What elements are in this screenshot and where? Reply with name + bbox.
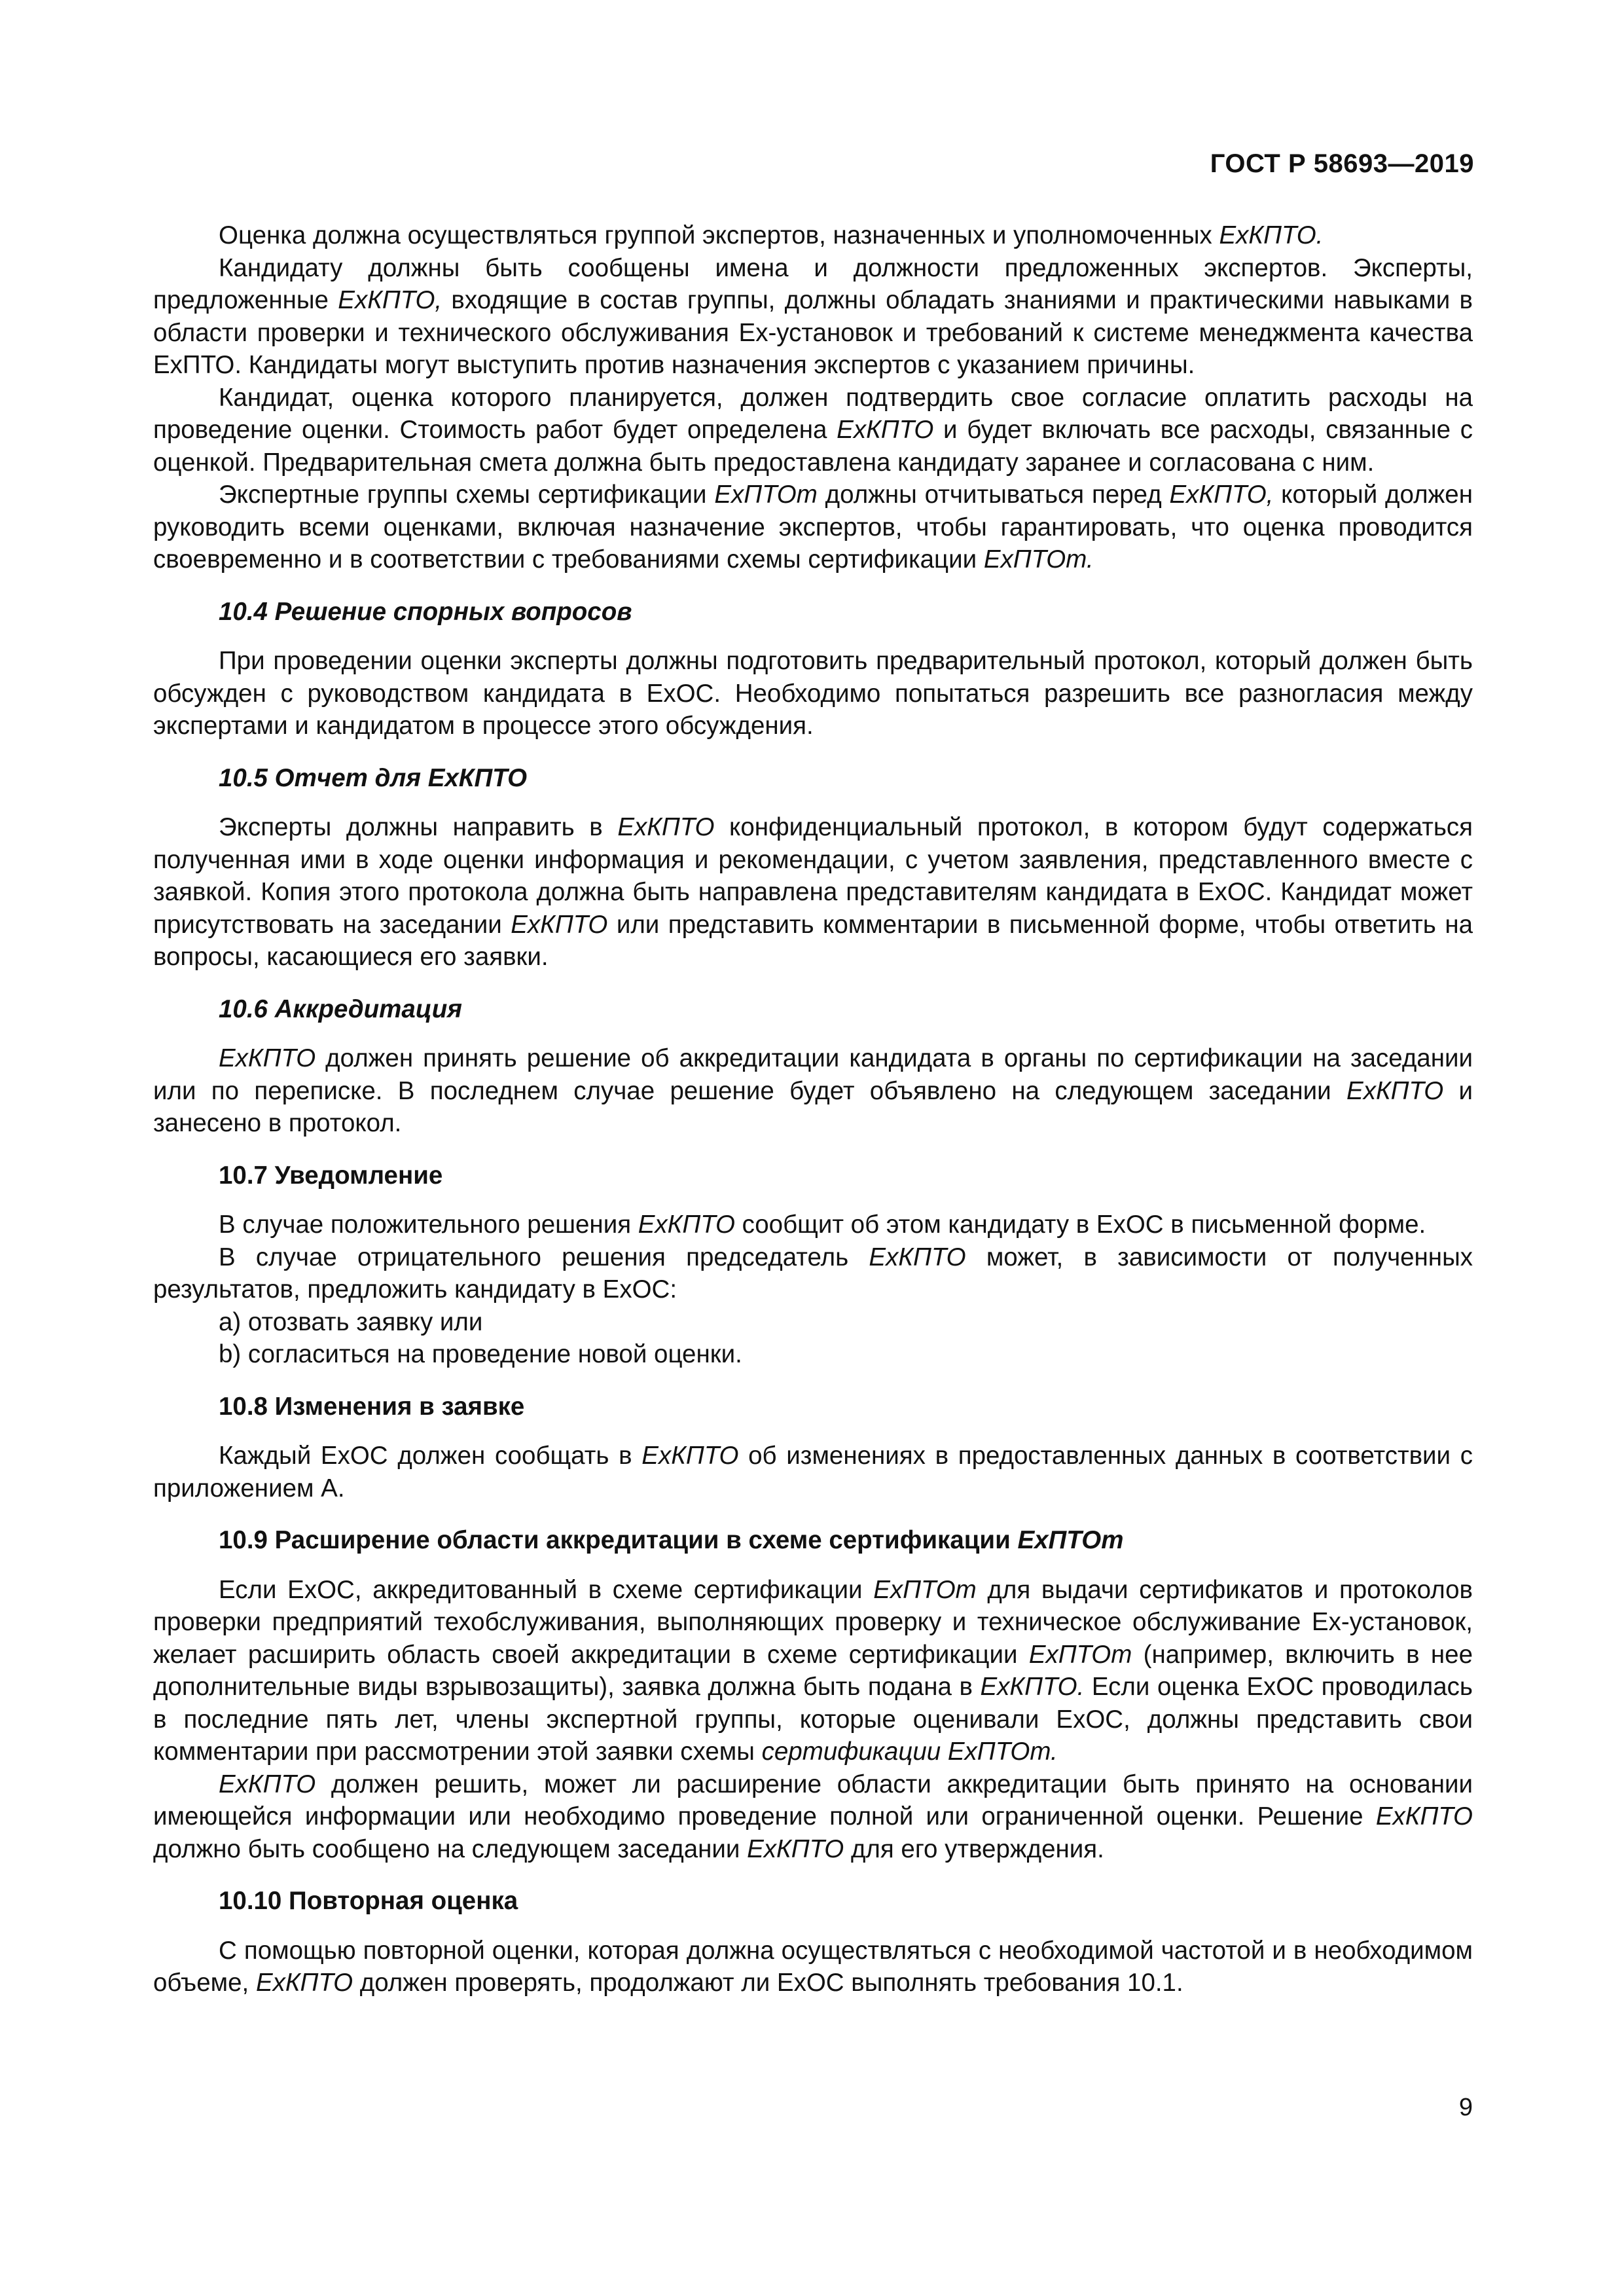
list-item: b) согласиться на проведение новой оценки. xyxy=(219,1340,742,1368)
section-heading-10-10: 10.10 Повторная оценка xyxy=(219,1887,518,1915)
text-run: об изменениях в предоставленных данных в соответствии с приложением А. xyxy=(153,1442,1473,1503)
italic-text-run: ЕхКПТО xyxy=(255,1969,353,1997)
text-run: должен проверять, продолжают ли ЕхОС выполнять требования 10.1. xyxy=(353,1969,1183,1997)
italic-text-run: ЕхКПТО. xyxy=(980,1673,1085,1701)
text-run: Экспертные группы схемы сертификации xyxy=(219,481,715,509)
italic-text-run: ЕхКПТО xyxy=(219,1770,316,1798)
paragraph xyxy=(153,1209,1473,1241)
text-run: Оценка должна осуществляться группой экспертов, назначенных и уполномоченных xyxy=(219,221,1219,249)
text-run: для выдачи сертификатов и протоколов проверки предприятий техобслуживания, выполняющих проверку и техническое обслуживание Ех-установок, желает расширить область своей аккредитации в схеме сертификации xyxy=(153,1575,1473,1669)
list-item: a) отозвать заявку или xyxy=(219,1307,483,1336)
italic-text-run: ЕхКПТО xyxy=(641,1442,739,1470)
italic-text-run: ЕхПТОт xyxy=(714,481,818,509)
italic-text-run: ЕхКПТО xyxy=(511,910,608,939)
text-run: и будет включать все расходы, связанные с оценкой. Предварительная смета должна быть предоставлена кандидату заранее и согласована с ним. xyxy=(153,416,1473,477)
text-run: конфиденциальный протокол, в котором будут содержаться полученная ими в ходе оценки информация и рекомендации, с учетом заявления, представленного вместе с заявкой. Копия этого протокола должна быть направлена представителям кандидата в ЕхОС. Кандидат может присутствовать на заседании xyxy=(153,813,1473,939)
text-run: должно быть сообщено на следующем заседании xyxy=(153,1834,748,1863)
italic-text-run: ЕхКПТО. xyxy=(1219,221,1324,249)
italic-text-run: ЕхПТОт. xyxy=(983,545,1094,574)
text-run: и занесено в протокол. xyxy=(153,1076,1473,1137)
italic-text-run: ЕхКПТО, xyxy=(338,286,442,314)
text-run: должен решить, может ли расширение области аккредитации быть принято на основании имеющейся информации или необходимо проведение полной или ограниченной оценки. Решение xyxy=(153,1770,1473,1831)
text-run: В случае положительного решения xyxy=(219,1211,638,1239)
heading-text: 10.9 Расширение области аккредитации в схеме сертификации xyxy=(219,1526,1018,1554)
page-number: 9 xyxy=(1458,2094,1473,2121)
section-heading-10-5: 10.5 Отчет для ЕхКПТО xyxy=(219,763,528,792)
italic-text-run: ЕхКПТО xyxy=(617,813,715,841)
text-run: (например, включить в нее дополнительные виды взрывозащиты), заявка должна быть подана в xyxy=(153,1640,1473,1701)
document-body xyxy=(153,219,1473,1999)
paragraph xyxy=(153,1440,1473,1504)
text-run: может, в зависимости от полученных результатов, предложить кандидату в ЕхОС: xyxy=(153,1243,1473,1303)
section-heading-10-6: 10.6 Аккредитация xyxy=(219,994,462,1023)
italic-text-run: ЕхКПТО xyxy=(869,1243,966,1271)
text-run: который должен руководить всеми оценками, включая назначение экспертов, чтобы гарантировать, что оценка проводится своевременно и в соответствии с требованиями схемы сертификации xyxy=(153,481,1473,574)
paragraph xyxy=(153,1042,1473,1140)
text-run: Эксперты должны направить в xyxy=(219,813,618,841)
text-run: При проведении оценки эксперты должны подготовить предварительный протокол, который должен быть обсужден с руководством кандидата в ЕхОС. Необходимо попытаться разрешить все разногласия между экспертами и кандидатом в процессе этого обсуждения. xyxy=(153,647,1473,740)
text-run: Кандидат, оценка которого планируется, должен подтвердить свое согласие оплатить расходы на проведение оценки. Стоимость работ будет определена xyxy=(153,383,1473,444)
italic-text-run: ЕхПТОт xyxy=(873,1575,977,1604)
paragraph xyxy=(153,1574,1473,1768)
paragraph xyxy=(153,811,1473,974)
italic-text-run: ЕхКПТО xyxy=(837,416,934,444)
section-heading-10-9 xyxy=(153,1524,1473,1557)
paragraph xyxy=(153,252,1473,382)
document-code: ГОСТ Р 58693—2019 xyxy=(1210,149,1474,178)
paragraph xyxy=(153,645,1473,742)
italic-text-run: ЕхКПТО, xyxy=(1169,481,1274,509)
paragraph xyxy=(153,1935,1473,1999)
italic-text-run: ЕхКПТО xyxy=(638,1211,735,1239)
italic-text-run: сертификации ЕхПТОт. xyxy=(761,1738,1058,1766)
text-run: В случае отрицательного решения председатель xyxy=(219,1243,869,1271)
text-run: Каждый ЕхОС должен сообщать в xyxy=(219,1442,642,1470)
paragraph xyxy=(153,1768,1473,1866)
paragraph xyxy=(153,1241,1473,1306)
text-run: сообщит об этом кандидату в ЕхОС в письменной форме. xyxy=(734,1211,1426,1239)
section-heading-10-4: 10.4 Решение спорных вопросов xyxy=(219,597,632,626)
italic-text-run: ЕхКПТО xyxy=(1375,1802,1473,1831)
text-run: Если оценка ЕхОС проводилась в последние пять лет, члены экспертной группы, которые оценивали ЕхОС, должны представить свои комментарии при рассмотрении этой заявки схемы xyxy=(153,1673,1473,1766)
text-run: должен принять решение об аккредитации кандидата в органы по сертификации на заседании или по переписке. В последнем случае решение будет объявлено на следующем заседании xyxy=(153,1044,1473,1105)
text-run: Кандидату должны быть сообщены имена и должности предложенных экспертов. Эксперты, предложенные xyxy=(153,253,1473,314)
text-run: или представить комментарии в письменной форме, чтобы ответить на вопросы, касающиеся его заявки. xyxy=(153,910,1473,971)
text-run: С помощью повторной оценки, которая должна осуществляться с необходимой частотой и в необходимом объеме, xyxy=(153,1936,1473,1997)
text-run: для его утверждения. xyxy=(844,1834,1104,1863)
paragraph xyxy=(153,382,1473,479)
heading-scheme-name: ЕхПТОт xyxy=(1017,1526,1124,1554)
text-run: Если ЕхОС, аккредитованный в схеме сертификации xyxy=(219,1575,874,1604)
italic-text-run: ЕхКПТО xyxy=(1346,1076,1444,1105)
paragraph xyxy=(153,479,1473,576)
text-run: входящие в состав группы, должны обладать знаниями и практическими навыками в области проверки и технического обслуживания Ех-установок и требований к системе менеджмента качества ЕхПТО. Кандидаты могут выступить против назначения экспертов с указанием причины. xyxy=(153,286,1473,379)
text-run: должны отчитываться перед xyxy=(817,481,1170,509)
italic-text-run: ЕхКПТО xyxy=(747,1834,844,1863)
italic-text-run: ЕхКПТО xyxy=(219,1044,316,1072)
paragraph xyxy=(153,219,1473,252)
section-heading-10-8: 10.8 Изменения в заявке xyxy=(219,1392,525,1421)
italic-text-run: ЕхПТОт xyxy=(1028,1640,1132,1669)
section-heading-10-7: 10.7 Уведомление xyxy=(219,1161,443,1190)
